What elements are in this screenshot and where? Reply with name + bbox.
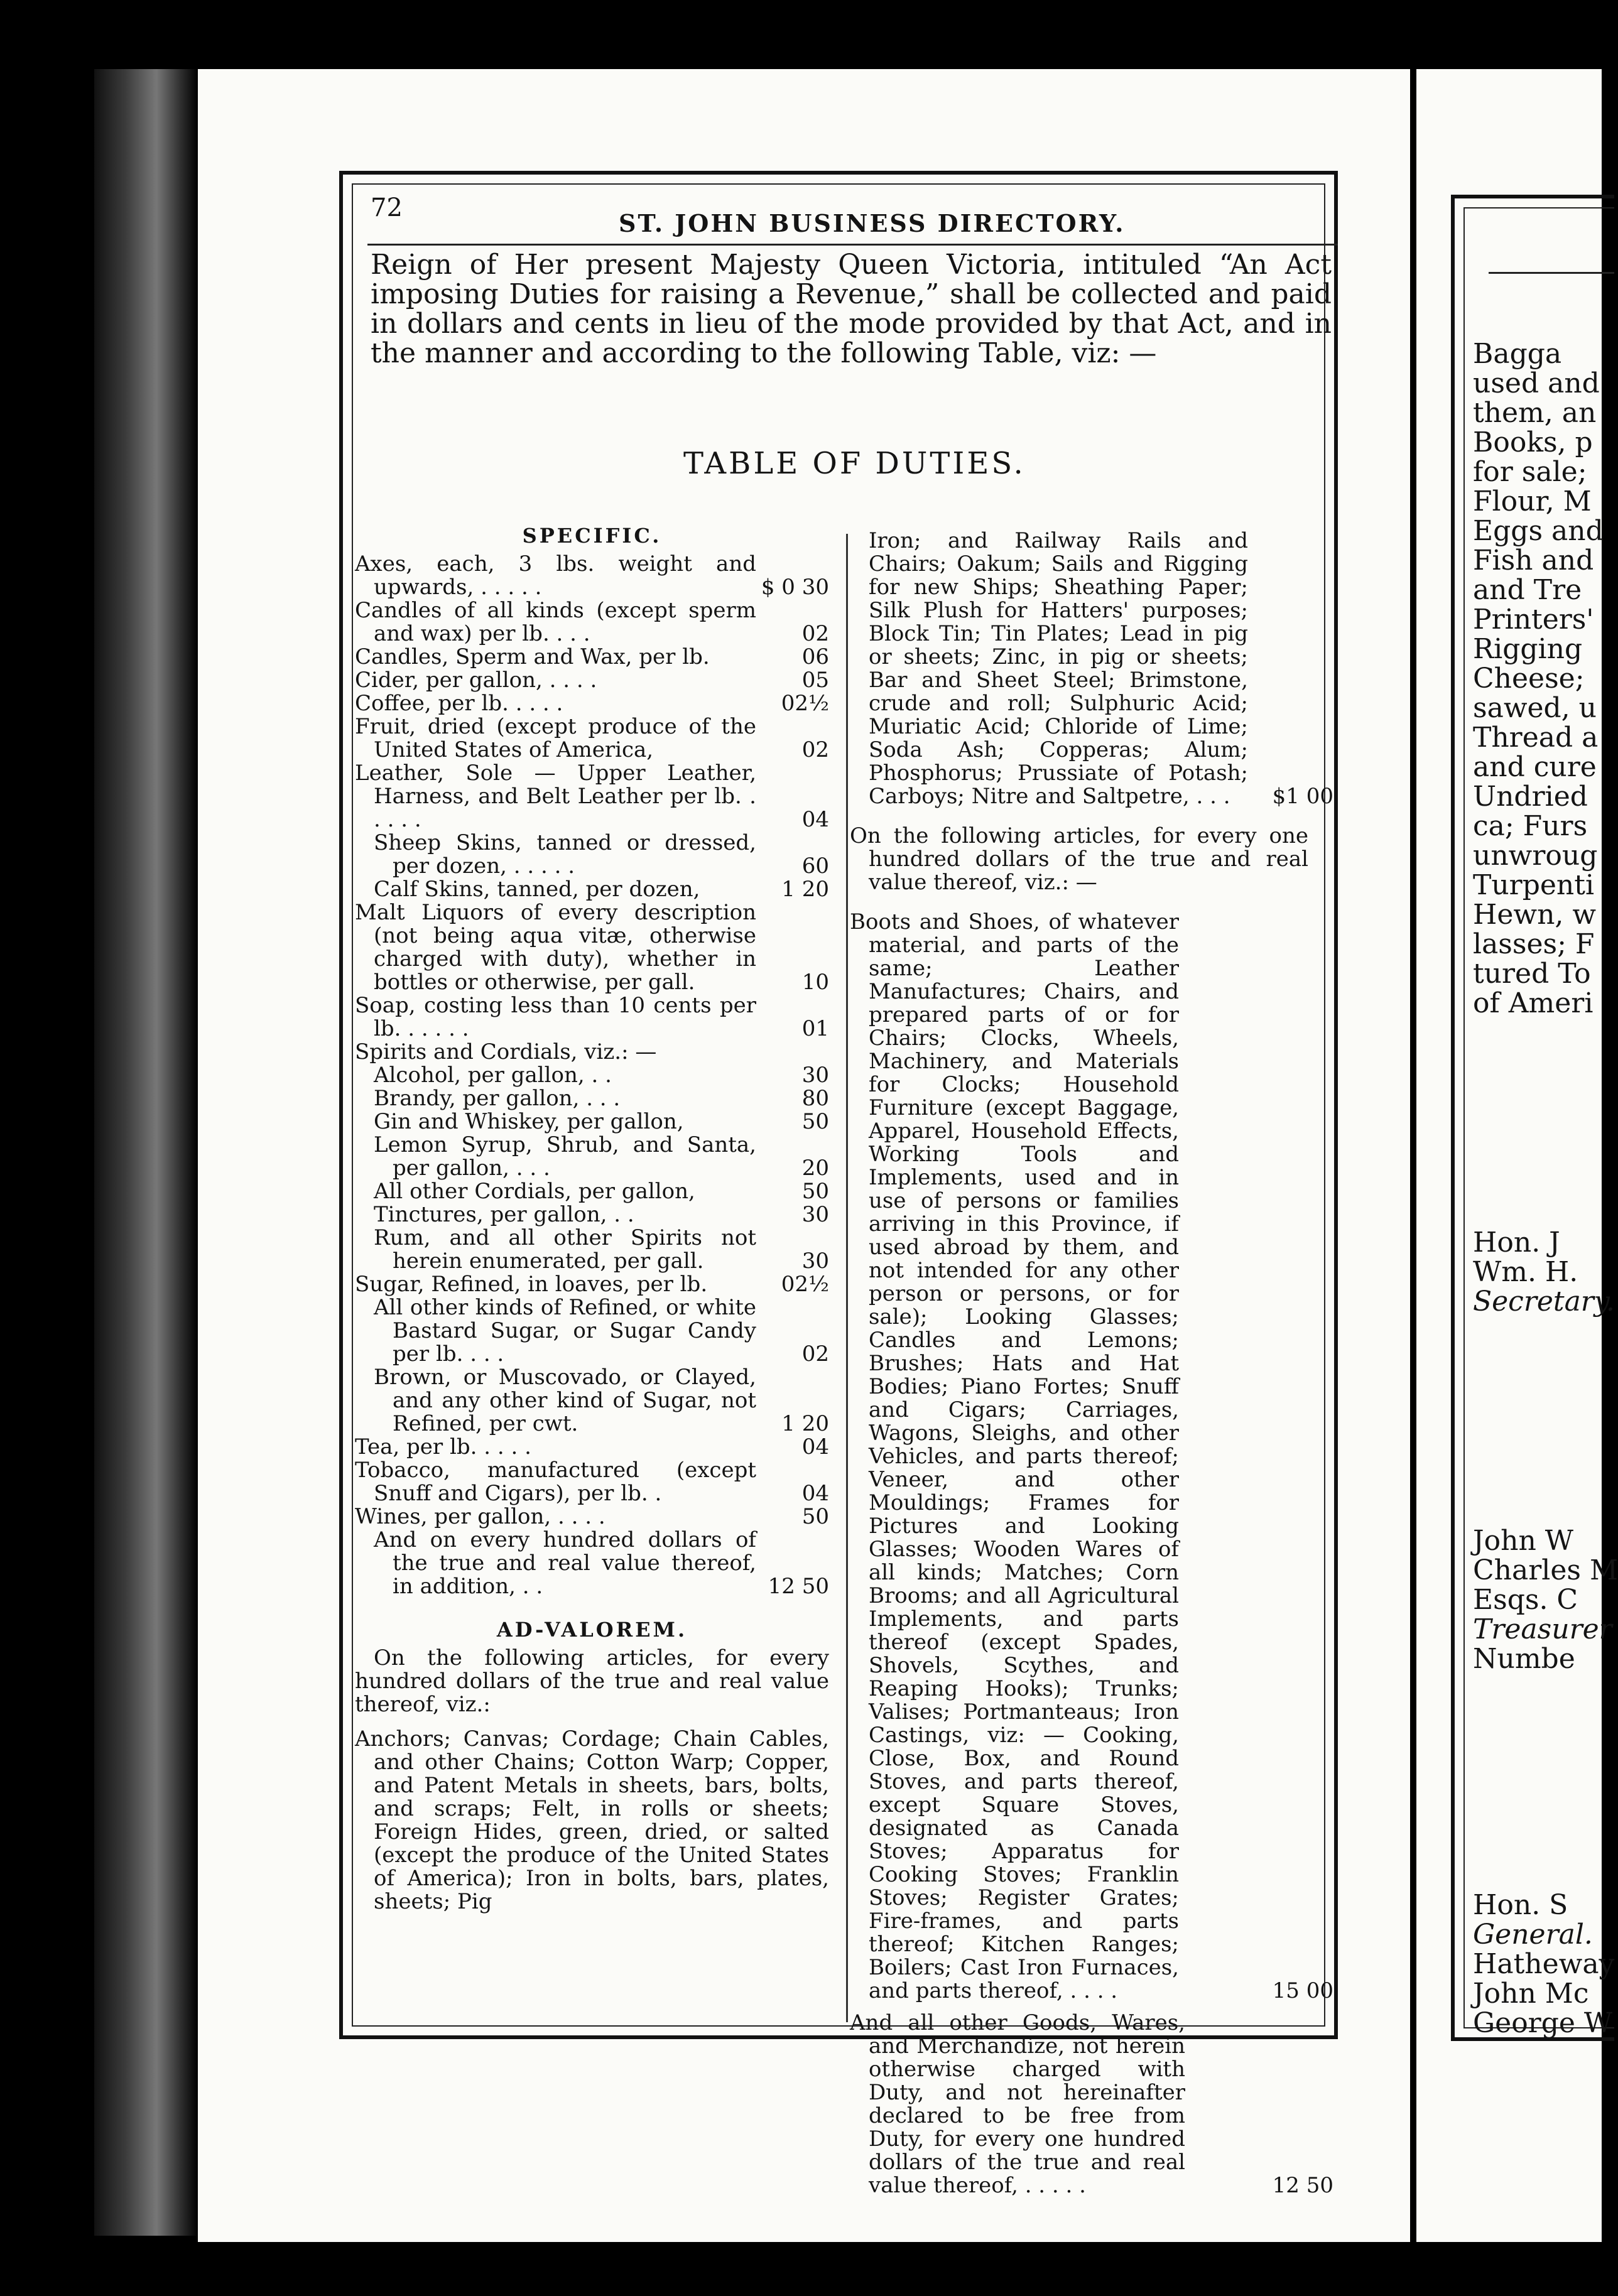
duty-amount: 06	[801, 644, 829, 669]
duty-amount: 1 20	[781, 1411, 829, 1436]
facing-line: Printers'	[1473, 604, 1594, 636]
duty-amount: 01	[801, 1016, 829, 1041]
duty-amount: $ 0 30	[761, 575, 829, 600]
second-list-row	[850, 911, 1333, 2003]
duty-row	[355, 1110, 829, 1134]
duty-row	[355, 692, 829, 715]
duty-description: Alcohol, per gallon, . .	[374, 1063, 612, 1088]
facing-line: Eggs and	[1473, 515, 1604, 547]
facing-text-bottom	[1473, 1890, 1614, 2038]
duty-description: Tobacco, manufactured (except Snuff and Cigars), per lb. .	[355, 1458, 756, 1506]
ad-valorem-list-right: Iron; and Railway Rails and Chairs; Oakum; Sails and Rigging for new Ships; Sheathing Paper; Silk Plush for Hatters' purposes; Block Tin; Tin Plates; Lead in pig or sheets; Zinc, in pig or sheets; Bar and Sheet Steel; Brimstone, crude and roll; Sulphuric Acid; Muriatic Acid; Chloride of Lime; Soda Ash; Copperas; Alum; Phosphorus; Prussiate of Potash; Carboys; Nitre and Saltpetre, . . .	[869, 528, 1248, 809]
duty-description: Brown, or Muscovado, or Clayed, and any other kind of Sugar, not Refined, per cwt.	[374, 1365, 756, 1436]
duty-row	[355, 669, 829, 692]
duty-amount: 02	[801, 1341, 829, 1367]
facing-header-rule	[1489, 272, 1614, 274]
facing-line: Hatheway	[1473, 1948, 1615, 1980]
duty-row	[355, 1436, 829, 1459]
duty-row	[355, 1087, 829, 1110]
duty-amount: 04	[801, 1434, 829, 1459]
duty-description: Candles, Sperm and Wax, per lb.	[355, 644, 710, 669]
duty-description: Axes, each, 3 lbs. weight and upwards, . . . . .	[355, 551, 756, 600]
duty-row	[355, 599, 829, 646]
facing-line: sawed, u	[1473, 692, 1597, 724]
running-title: ST. JOHN BUSINESS DIRECTORY.	[619, 209, 1126, 237]
facing-line: tured To	[1473, 958, 1591, 990]
facing-line: ca; Furs	[1473, 810, 1588, 842]
duty-amount: 60	[801, 853, 829, 879]
right-column	[850, 529, 1333, 2197]
second-intro: On the following articles, for every one hundred dollars of the true and real value thereof, viz.: —	[850, 823, 1308, 895]
facing-line: John W	[1473, 1525, 1574, 1557]
facing-text-mid2	[1473, 1526, 1618, 1674]
duty-description: Malt Liquors of every description (not being aqua vitæ, otherwise charged with duty), whether in bottles or otherwise, per gall.	[355, 900, 756, 995]
other-goods-amount: 12 50	[1272, 2173, 1333, 2198]
facing-line: Books, p	[1473, 426, 1593, 458]
book-binding	[94, 69, 198, 2236]
duty-amount: 30	[801, 1248, 829, 1274]
duty-description: Coffee, per lb. . . . .	[355, 691, 563, 716]
duty-amount: 02	[801, 621, 829, 646]
duty-description: Rum, and all other Spirits not herein enumerated, per gall.	[374, 1225, 756, 1274]
duty-description: Fruit, dried (except produce of the United States of America,	[355, 714, 756, 762]
facing-text-mid	[1473, 1228, 1615, 1316]
facing-line: unwroug	[1473, 840, 1598, 872]
duty-row	[355, 994, 829, 1041]
facing-line: and Tre	[1473, 574, 1582, 606]
duty-description: All other kinds of Refined, or white Bastard Sugar, or Sugar Candy per lb. . . .	[374, 1295, 756, 1367]
duty-row	[355, 1180, 829, 1203]
duty-description: Spirits and Cordials, viz.: —	[355, 1039, 657, 1064]
facing-line: them, an	[1473, 397, 1597, 429]
duty-row	[355, 878, 829, 901]
facing-line: Flour, M	[1473, 485, 1592, 517]
duty-amount: 02	[801, 737, 829, 762]
facing-line: and cure	[1473, 751, 1597, 783]
facing-line: Cheese;	[1473, 663, 1585, 695]
page-number: 72	[371, 193, 403, 222]
duty-row	[355, 1134, 829, 1180]
duty-row	[355, 831, 829, 878]
duty-amount: 02½	[781, 1272, 829, 1297]
duty-description: Soap, costing less than 10 cents per lb. . . . . .	[355, 993, 756, 1041]
duty-amount: 50	[801, 1179, 829, 1204]
duty-row	[355, 715, 829, 762]
other-goods: And all other Goods, Wares, and Merchandize, not herein otherwise charged with Duty, and not hereinafter declared to be free from Duty, for every one hundred dollars of the true and real value thereof, . . . . .	[850, 2010, 1185, 2198]
facing-line: lasses; F	[1473, 928, 1595, 960]
duty-amount: 04	[801, 1481, 829, 1506]
facing-text-top	[1473, 339, 1604, 1018]
facing-line: Bagga	[1473, 338, 1562, 370]
intro-paragraph: Reign of Her present Majesty Queen Victoria, intituled “An Act imposing Duties for raising a Revenue,” shall be collected and paid in dollars and cents in lieu of the mode provided by that Act, and in the manner and according to the following Table, viz: —	[371, 249, 1332, 369]
facing-line: Thread a	[1473, 722, 1599, 754]
duty-row	[355, 1366, 829, 1436]
duty-row	[355, 553, 829, 599]
duty-description: And on every hundred dollars of the true and real value thereof, in addition, . .	[374, 1527, 756, 1599]
duty-amount: 12 50	[768, 1574, 829, 1599]
ad-valorem-list-left: Anchors; Canvas; Cordage; Chain Cables, and other Chains; Cotton Warp; Copper, and Patent Metals in sheets, bars, bolts, and scraps; Felt, in rolls or sheets; Foreign Hides, green, dried, or salted (except the produce of the United States of America); Iron in bolts, bars, plates, sheets; Pig	[355, 1726, 829, 1914]
facing-line: Numbe	[1473, 1643, 1575, 1675]
duty-row	[355, 1227, 829, 1273]
ad-valorem-list-right-row	[850, 529, 1333, 808]
duty-amount: 50	[801, 1109, 829, 1134]
duty-row	[355, 1203, 829, 1227]
duty-description: Lemon Syrup, Shrub, and Santa, per gallon, . . .	[374, 1132, 756, 1181]
facing-line: Fish and	[1473, 544, 1594, 577]
facing-line: Hewn, w	[1473, 899, 1597, 931]
duty-description: Brandy, per gallon, . . .	[374, 1086, 621, 1111]
duty-row	[355, 901, 829, 994]
duty-row	[355, 1041, 829, 1064]
facing-line: Turpenti	[1473, 869, 1595, 901]
duty-amount: 02½	[781, 691, 829, 716]
duty-amount: 10	[801, 970, 829, 995]
header-rule	[367, 244, 1338, 246]
duty-description: All other Cordials, per gallon,	[374, 1179, 695, 1204]
duty-row	[355, 1064, 829, 1087]
table-title: TABLE OF DUTIES.	[683, 446, 1026, 481]
facing-line: Wm. H.	[1473, 1256, 1578, 1288]
facing-line: Treasurer	[1473, 1613, 1612, 1645]
facing-line: Charles M	[1473, 1554, 1618, 1586]
duty-amount: 1 20	[781, 877, 829, 902]
facing-line: John Mc	[1473, 1978, 1589, 2010]
duty-amount: 05	[801, 668, 829, 693]
duty-row	[355, 1459, 829, 1505]
facing-line: Secretary.	[1473, 1286, 1615, 1318]
facing-line: Esqs. C	[1473, 1584, 1578, 1616]
facing-line: Rigging	[1473, 633, 1583, 665]
duty-description: Tea, per lb. . . . .	[355, 1434, 531, 1459]
facing-line: of Ameri	[1473, 987, 1594, 1019]
duty-row	[355, 1273, 829, 1296]
duty-description: Sheep Skins, tanned or dressed, per dozen, . . . . .	[374, 830, 756, 879]
facing-line: Hon. J	[1473, 1227, 1560, 1259]
duty-row	[355, 646, 829, 669]
facing-line: Undried	[1473, 781, 1588, 813]
duty-row	[355, 1529, 829, 1598]
specific-list	[355, 553, 829, 1598]
ad-valorem-title: AD-VALOREM.	[496, 1618, 688, 1642]
duty-amount: 20	[801, 1156, 829, 1181]
facing-line: George W	[1473, 2007, 1613, 2039]
column-divider	[846, 534, 848, 2022]
facing-line: for sale;	[1473, 456, 1587, 488]
duty-description: Sugar, Refined, in loaves, per lb.	[355, 1272, 708, 1297]
duty-description: Cider, per gallon, . . . .	[355, 668, 597, 693]
duty-row	[355, 1296, 829, 1366]
duty-description: Wines, per gallon, . . . .	[355, 1504, 605, 1529]
duty-description: Tinctures, per gallon, . .	[374, 1202, 634, 1227]
duty-amount: 30	[801, 1202, 829, 1227]
duty-amount: 80	[801, 1086, 829, 1111]
facing-line: Hon. S	[1473, 1889, 1568, 1921]
specific-title: SPECIFIC.	[522, 524, 662, 548]
left-column	[355, 524, 829, 1914]
duty-description: Calf Skins, tanned, per dozen,	[374, 877, 700, 902]
facing-line: General.	[1473, 1919, 1593, 1951]
duty-amount: 30	[801, 1063, 829, 1088]
duty-row	[355, 762, 829, 831]
second-list: Boots and Shoes, of whatever material, and parts of the same; Leather Manufactures; Chairs, and prepared parts of or for Chairs; Clocks, Wheels, Machinery, and Materials for Clocks; Household Furniture (except Baggage, Apparel, Household Effects, Working Tools and Implements, used and in use of persons or families arriving in this Province, if used abroad by them, and not intended for any other person or persons, or for sale); Looking Glasses; Candles and Lemons; Brushes; Hats and Hat Bodies; Piano Fortes; Snuff and Cigars; Carriages, Wagons, Sleighs, and other Vehicles, and parts thereof; Veneer, and other Mouldings; Frames for Pictures and Looking Glasses; Wooden Wares of all kinds; Matches; Corn Brooms; and all Agricultural Implements, and parts thereof (except Spades, Shovels, Scythes, and Reaping Hooks); Trunks; Valises; Portmanteaus; Iron Castings, viz: — Cooking, Close, Box, and Round Stoves, and parts thereof, except Square Stoves, designated as Canada Stoves; Apparatus for Cooking Stoves; Franklin Stoves; Register Grates; Fire-frames, and parts thereof; Kitchen Ranges; Boilers; Cast Iron Furnaces, and parts thereof, . . . .	[850, 909, 1179, 2003]
duty-description: Gin and Whiskey, per gallon,	[374, 1109, 684, 1134]
duty-row	[355, 1505, 829, 1529]
second-list-amount: 15 00	[1272, 1978, 1333, 2003]
duty-description: Candles of all kinds (except sperm and wax) per lb. . . .	[355, 598, 756, 646]
duty-amount: 04	[801, 807, 829, 832]
facing-line: used and	[1473, 367, 1600, 399]
duty-amount: 50	[801, 1504, 829, 1529]
other-goods-row	[850, 2012, 1333, 2197]
ad-valorem-intro: On the following articles, for every hundred dollars of the true and real value thereof, viz.:	[355, 1645, 829, 1717]
duty-description: Leather, Sole — Upper Leather, Harness, and Belt Leather per lb. . . . . .	[355, 761, 756, 832]
ad-valorem-list-right-amount: $1 00	[1272, 784, 1333, 809]
